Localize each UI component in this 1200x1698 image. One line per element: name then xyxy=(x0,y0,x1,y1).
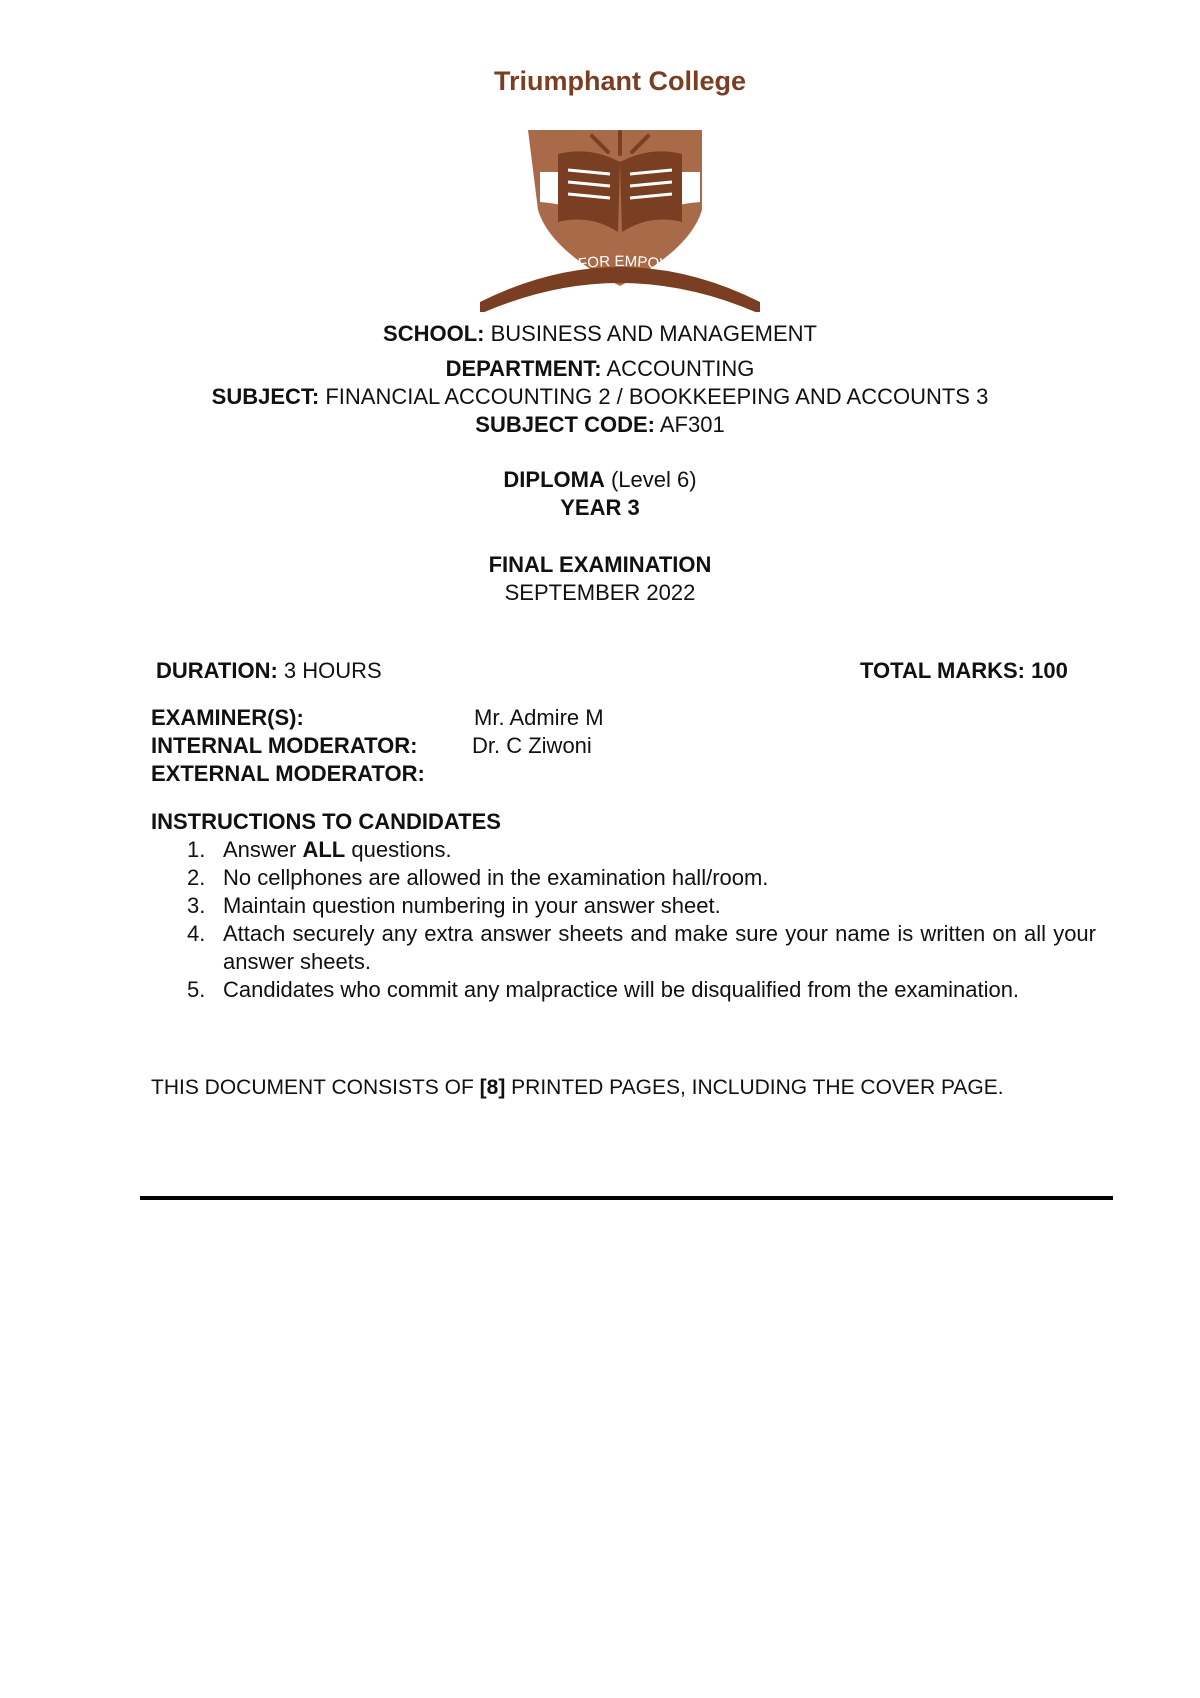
duration-label: DURATION: xyxy=(156,658,278,683)
exam-date-line xyxy=(0,579,1200,607)
subject-code-label: SUBJECT CODE: xyxy=(475,412,655,437)
emphasis-all: ALL xyxy=(302,837,346,862)
college-motto: EDUCATE FOR EMPOWERMENT xyxy=(502,252,738,292)
school-line xyxy=(0,320,1200,348)
college-logo xyxy=(470,62,770,312)
subject-code-line xyxy=(0,411,1200,439)
list-item: 4. Attach securely any extra answer sheets and make sure your name is written on all your answer sheets. xyxy=(187,921,1096,974)
horizontal-rule xyxy=(140,1196,1113,1200)
instructions-heading: INSTRUCTIONS TO CANDIDATES xyxy=(151,809,501,834)
internal-moderator-value: Dr. C Ziwoni xyxy=(472,733,592,758)
department-value: ACCOUNTING xyxy=(601,356,755,381)
year: YEAR 3 xyxy=(560,495,640,520)
school-value: BUSINESS AND MANAGEMENT xyxy=(484,321,817,346)
external-moderator-label: EXTERNAL MODERATOR: xyxy=(151,761,425,786)
instructions-list xyxy=(151,836,1096,1004)
duration-value: 3 HOURS xyxy=(277,658,382,683)
college-name: Triumphant College xyxy=(493,66,747,96)
diploma-level: (Level 6) xyxy=(604,467,697,492)
diploma-line xyxy=(0,466,1200,494)
department-label: DEPARTMENT: xyxy=(445,356,602,381)
subject-value: FINANCIAL ACCOUNTING 2 / BOOKKEEPING AND ACCOUNTS 3 xyxy=(319,384,989,409)
list-item: 1. Answer ALL questions. xyxy=(187,837,452,862)
exam-date: SEPTEMBER 2022 xyxy=(504,580,696,605)
duration-line xyxy=(156,657,382,685)
list-item: 3. Maintain question numbering in your answer sheet. xyxy=(187,893,721,918)
page-count: [8] xyxy=(479,1076,506,1099)
exam-title: FINAL EXAMINATION xyxy=(488,552,712,577)
school-label: SCHOOL: xyxy=(383,321,485,346)
year-line xyxy=(0,494,1200,522)
exam-title-line xyxy=(0,551,1200,579)
department-line xyxy=(0,355,1200,383)
subject-line xyxy=(0,383,1200,411)
examiner-value: Mr. Admire M xyxy=(474,705,604,730)
list-item: 5. Candidates who commit any malpractice will be disqualified from the examination. xyxy=(187,977,1020,1002)
subject-code-value: AF301 xyxy=(654,412,725,437)
subject-label: SUBJECT: xyxy=(211,384,320,409)
internal-moderator-label: INTERNAL MODERATOR: xyxy=(151,733,418,758)
examiner-label: EXAMINER(S): xyxy=(151,705,304,730)
open-book-icon xyxy=(558,151,620,232)
list-item: 2. No cellphones are allowed in the examination hall/room. xyxy=(187,865,769,890)
page-count-statement: THIS DOCUMENT CONSISTS OF [8] PRINTED PAGES, INCLUDING THE COVER PAGE. xyxy=(151,1076,1004,1099)
total-marks: TOTAL MARKS: 100 xyxy=(860,658,1068,683)
diploma-label: DIPLOMA xyxy=(503,467,605,492)
